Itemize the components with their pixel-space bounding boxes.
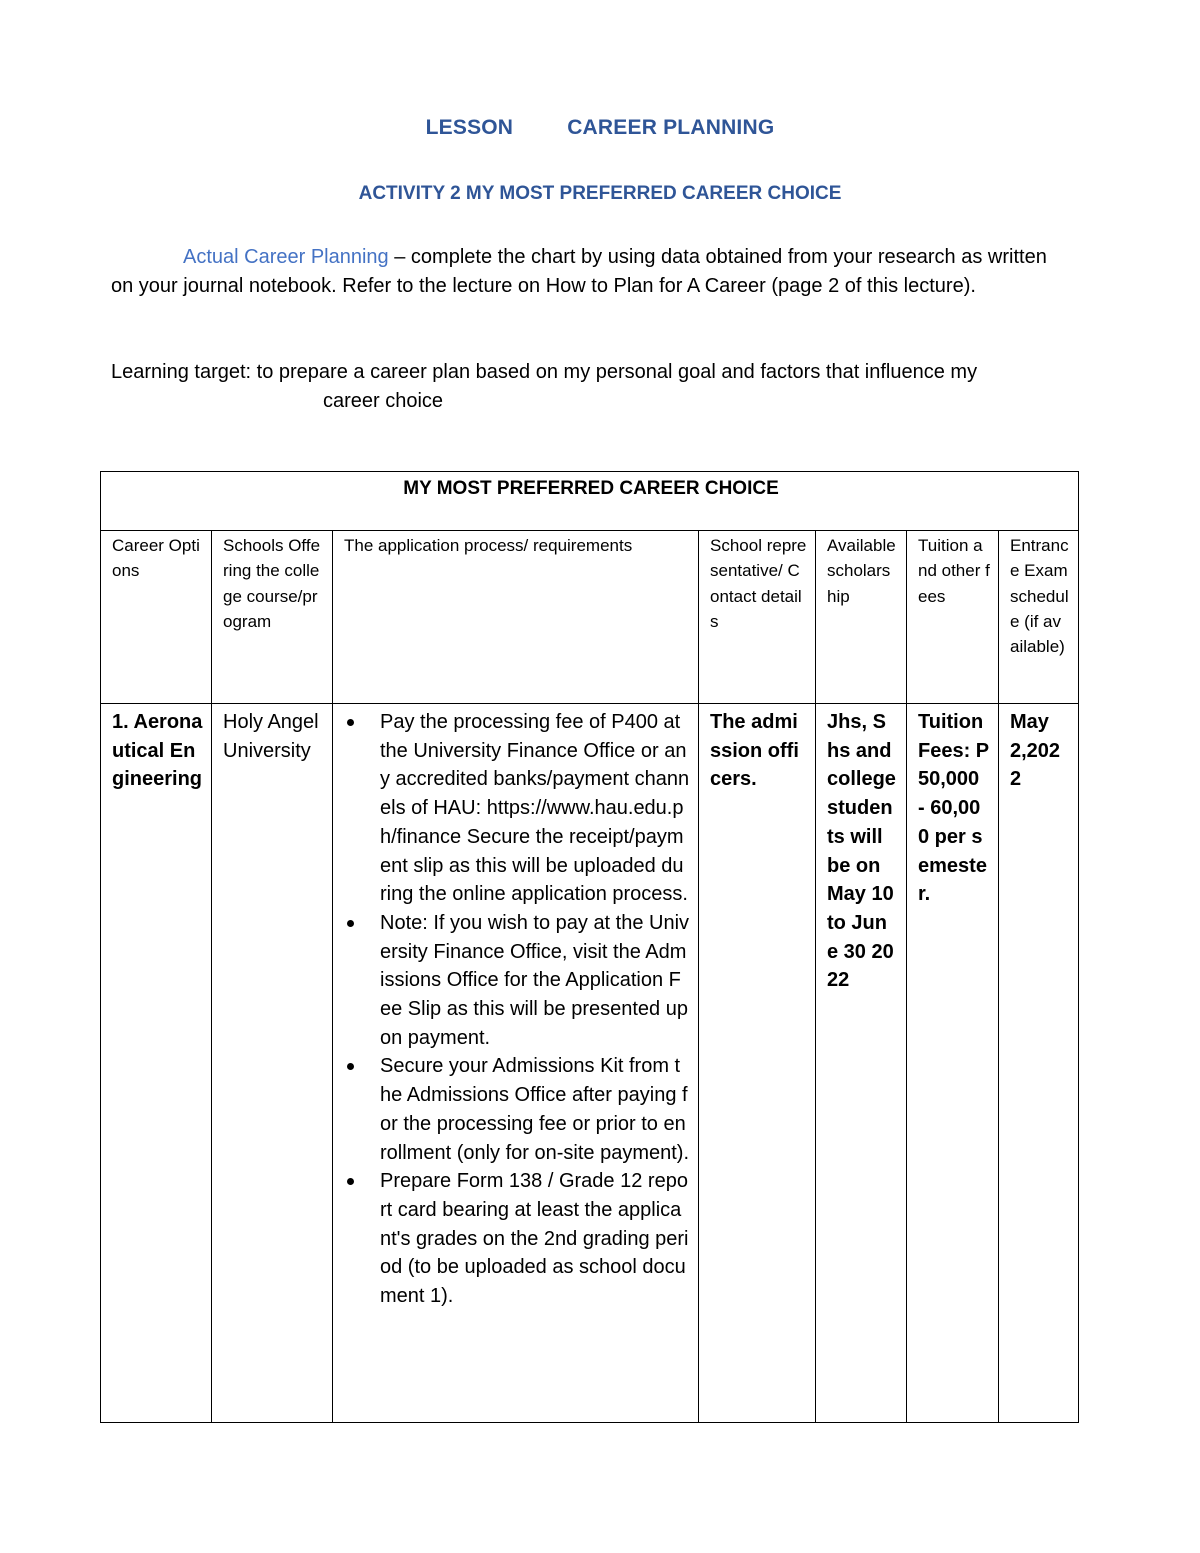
list-item: Secure your Admissions Kit from the Admissions Office after paying for the processing fee or prior to enrollment (only for on-site payment). (380, 1052, 690, 1167)
header-schools: Schools Offering the college course/program (212, 531, 333, 704)
header-scholarship: Available scholarship (816, 531, 907, 704)
intro-text: – complete the chart by using data obtained from your research as written on your journal notebook. Refer to the lecture on How to Plan for A Career (page 2 of this lecture). (111, 246, 1047, 297)
cell-representative: The admission officers. (699, 704, 816, 1423)
cell-career-option: 1. Aeronautical Engineering (101, 704, 212, 1423)
header-exam-schedule: Entrance Exam schedule (if available) (999, 531, 1079, 704)
list-item: Pay the processing fee of P400 at the University Finance Office or any accredited banks/payment channels of HAU: https://www.hau.edu.ph/finance Secure the receipt/payment slip as this will be uploaded during the online application process. (380, 708, 690, 909)
application-steps-list (344, 708, 690, 1311)
lesson-label: LESSON (425, 116, 514, 139)
lesson-heading (0, 116, 1200, 140)
header-application-process: The application process/ requirements (333, 531, 699, 704)
cell-tuition: Tuition Fees: P 50,000 - 60,000 per semester. (907, 704, 999, 1423)
list-item: Prepare Form 138 / Grade 12 report card bearing at least the applicant's grades on the 2nd grading period (to be uploaded as school document 1). (380, 1167, 690, 1311)
activity-title: ACTIVITY 2 MY MOST PREFERRED CAREER CHOICE (358, 183, 842, 204)
cell-exam-schedule: May 2,2022 (999, 704, 1079, 1423)
cell-school: Holy Angel University (212, 704, 333, 1423)
learning-target-line2: career choice (323, 389, 444, 412)
header-career-options: Career Options (101, 531, 212, 704)
learning-target-line1: Learning target: to prepare a career plan based on my personal goal and factors that influence my (111, 361, 978, 383)
intro-lead: Actual Career Planning (183, 246, 389, 268)
lesson-title: CAREER PLANNING (567, 116, 775, 139)
career-choice-table (100, 471, 1079, 1423)
table-header-row (101, 531, 1079, 704)
table-row (101, 704, 1079, 1423)
header-school-representative: School representative/ Contact details (699, 531, 816, 704)
intro-paragraph (111, 243, 1071, 300)
table-title: MY MOST PREFERRED CAREER CHOICE (101, 472, 1079, 531)
list-item: Note: If you wish to pay at the University Finance Office, visit the Admissions Office for the Application Fee Slip as this will be presented upon payment. (380, 909, 690, 1053)
learning-target (111, 358, 1071, 415)
cell-scholarship: Jhs, Shs and college students will be on May 10 to June 30 2022 (816, 704, 907, 1423)
header-tuition: Tuition and other fees (907, 531, 999, 704)
cell-application-process (333, 704, 699, 1423)
